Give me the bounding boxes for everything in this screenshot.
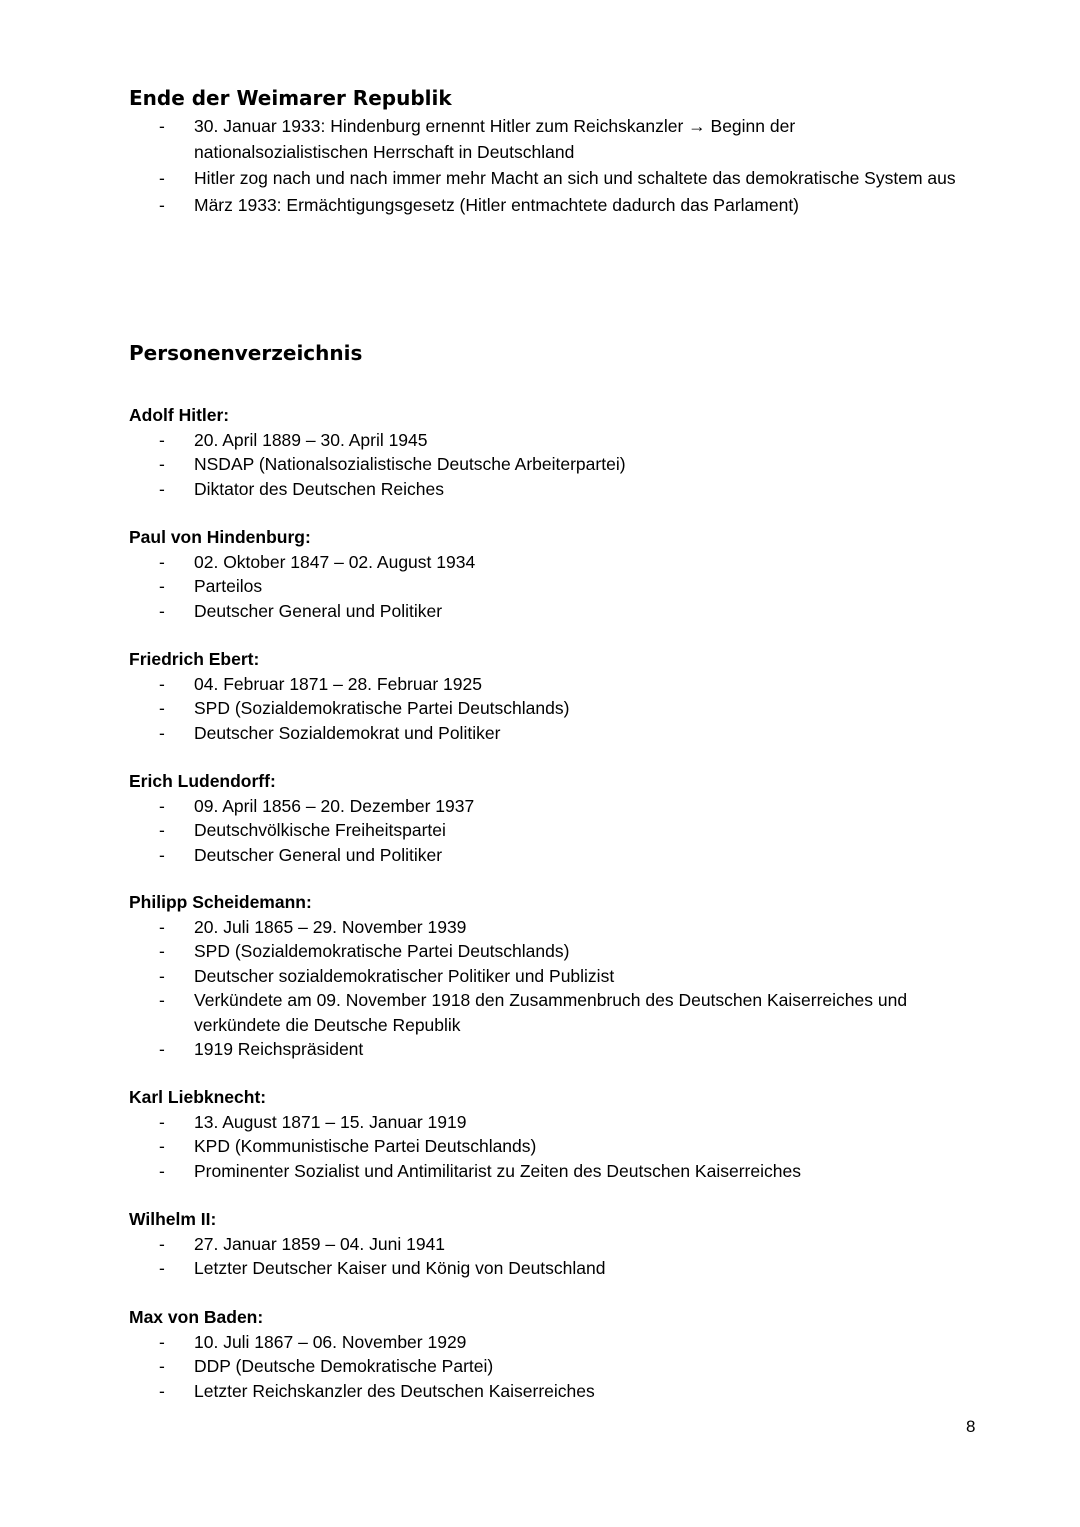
person-entry-baden <box>129 1305 969 1403</box>
list-item <box>129 113 969 165</box>
bullet-dash: - <box>159 1331 165 1352</box>
person-facts <box>129 550 969 624</box>
list-item <box>129 1110 969 1135</box>
list-item <box>129 843 969 868</box>
person-entry-hindenburg <box>129 525 969 623</box>
list-item <box>129 428 969 453</box>
person-entry-wilhelm <box>129 1207 969 1281</box>
person-facts <box>129 1110 969 1184</box>
list-item-text: März 1933: Ermächtigungsgesetz (Hitler entmachtete dadurch das Parlament) <box>194 194 800 215</box>
list-item <box>129 1037 969 1062</box>
bullet-dash: - <box>159 551 165 572</box>
person-facts <box>129 1330 969 1404</box>
list-item-text: SPD (Sozialdemokratische Partei Deutschlands) <box>194 941 570 961</box>
bullet-dash: - <box>159 1233 165 1254</box>
list-item-text: SPD (Sozialdemokratische Partei Deutschlands) <box>194 698 570 718</box>
person-entry-ebert <box>129 647 969 745</box>
list-item <box>129 964 969 989</box>
person-name: Erich Ludendorff: <box>129 771 276 791</box>
weimar-bullet-list <box>129 113 969 218</box>
list-item <box>129 672 969 697</box>
list-item <box>129 574 969 599</box>
person-entry-liebknecht <box>129 1085 969 1183</box>
list-item-text: 20. April 1889 – 30. April 1945 <box>194 429 428 450</box>
person-name: Wilhelm II: <box>129 1209 217 1229</box>
list-item-text: NSDAP (Nationalsozialistische Deutsche Arbeiterpartei) <box>194 454 626 474</box>
person-facts <box>129 1232 969 1281</box>
bullet-dash: - <box>159 1380 165 1401</box>
bullet-dash: - <box>159 844 165 865</box>
person-name: Philipp Scheidemann: <box>129 892 312 912</box>
person-facts <box>129 794 969 868</box>
bullet-dash: - <box>159 116 165 136</box>
bullet-dash: - <box>159 820 165 840</box>
list-item <box>129 1354 969 1379</box>
person-name: Max von Baden: <box>129 1307 264 1327</box>
person-facts <box>129 915 969 1062</box>
list-item <box>129 477 969 502</box>
list-item-text: 27. Januar 1859 – 04. Juni 1941 <box>194 1233 446 1254</box>
list-item-text: 09. April 1856 – 20. Dezember 1937 <box>194 795 475 816</box>
bullet-dash: - <box>159 722 165 743</box>
list-item <box>129 988 969 1037</box>
list-item <box>129 1134 969 1159</box>
list-item <box>129 1159 969 1184</box>
bullet-dash: - <box>159 600 165 621</box>
bullet-dash: - <box>159 965 165 986</box>
bullet-dash: - <box>159 698 165 718</box>
person-entry-ludendorff <box>129 769 969 867</box>
list-item-text: Letzter Reichskanzler des Deutschen Kaiserreiches <box>194 1380 595 1401</box>
list-item-text: Deutschvölkische Freiheitspartei <box>194 820 446 840</box>
list-item-text: Hitler zog nach und nach immer mehr Macht an sich und schaltete das demokratische System aus <box>194 168 956 189</box>
list-item-text: Deutscher sozialdemokratischer Politiker und Publizist <box>194 965 615 986</box>
person-facts <box>129 672 969 746</box>
list-item-text: Prominenter Sozialist und Antimilitarist zu Zeiten des Deutschen Kaiserreiches <box>194 1160 801 1181</box>
list-item <box>129 550 969 575</box>
list-item <box>129 696 969 721</box>
section-heading-weimar: Ende der Weimarer Republik <box>129 86 452 110</box>
list-item-text: Verkündete am 09. November 1918 den Zusammenbruch des Deutschen Kaiserreiches und verkündete die Deutsche Republik <box>194 990 908 1035</box>
list-item <box>129 721 969 746</box>
person-name: Karl Liebknecht: <box>129 1087 267 1107</box>
list-item <box>129 818 969 843</box>
section-heading-personen: Personenverzeichnis <box>129 341 363 365</box>
person-name: Paul von Hindenburg: <box>129 527 311 547</box>
list-item-text: 02. Oktober 1847 – 02. August 1934 <box>194 551 476 572</box>
bullet-dash: - <box>159 1258 165 1278</box>
list-item <box>129 1232 969 1257</box>
bullet-dash: - <box>159 194 165 215</box>
bullet-dash: - <box>159 1356 165 1376</box>
page-number: 8 <box>966 1417 976 1436</box>
list-item <box>129 599 969 624</box>
bullet-dash: - <box>159 673 165 694</box>
bullet-dash: - <box>159 1136 165 1156</box>
list-item-text: Deutscher Sozialdemokrat und Politiker <box>194 722 501 743</box>
bullet-dash: - <box>159 168 165 189</box>
list-item <box>129 192 969 218</box>
list-item <box>129 165 969 191</box>
list-item <box>129 939 969 964</box>
bullet-dash: - <box>159 478 165 499</box>
list-item-text: Deutscher General und Politiker <box>194 600 443 621</box>
list-item <box>129 1256 969 1281</box>
list-item-text: Parteilos <box>194 576 263 596</box>
list-item-text: 1919 Reichspräsident <box>194 1039 364 1059</box>
list-item-text: Letzter Deutscher Kaiser und König von Deutschland <box>194 1258 606 1278</box>
bullet-dash: - <box>159 429 165 450</box>
bullet-dash: - <box>159 795 165 816</box>
person-entry-hitler <box>129 403 969 501</box>
list-item-text: 10. Juli 1867 – 06. November 1929 <box>194 1331 467 1352</box>
list-item <box>129 915 969 940</box>
list-item-text: 04. Februar 1871 – 28. Februar 1925 <box>194 673 482 694</box>
person-facts <box>129 428 969 502</box>
list-item <box>129 1330 969 1355</box>
list-item-text: Deutscher General und Politiker <box>194 844 443 865</box>
list-item <box>129 1379 969 1404</box>
person-name: Friedrich Ebert: <box>129 649 260 669</box>
bullet-dash: - <box>159 941 165 961</box>
list-item-text: DDP (Deutsche Demokratische Partei) <box>194 1356 494 1376</box>
bullet-dash: - <box>159 1111 165 1132</box>
bullet-dash: - <box>159 1160 165 1181</box>
list-item-text: KPD (Kommunistische Partei Deutschlands) <box>194 1136 537 1156</box>
bullet-dash: - <box>159 454 165 474</box>
list-item <box>129 452 969 477</box>
list-item-text: 30. Januar 1933: Hindenburg ernennt Hitler zum Reichskanzler → Beginn der nationalsozialistischen Herrschaft in Deutschland <box>194 116 796 163</box>
bullet-dash: - <box>159 1039 165 1059</box>
list-item <box>129 794 969 819</box>
person-entry-scheidemann <box>129 890 969 1062</box>
bullet-dash: - <box>159 990 165 1010</box>
list-item-text: Diktator des Deutschen Reiches <box>194 478 444 499</box>
list-item-text: 13. August 1871 – 15. Januar 1919 <box>194 1111 467 1132</box>
bullet-dash: - <box>159 916 165 937</box>
bullet-dash: - <box>159 576 165 596</box>
person-name: Adolf Hitler: <box>129 405 230 425</box>
list-item-text: 20. Juli 1865 – 29. November 1939 <box>194 916 467 937</box>
